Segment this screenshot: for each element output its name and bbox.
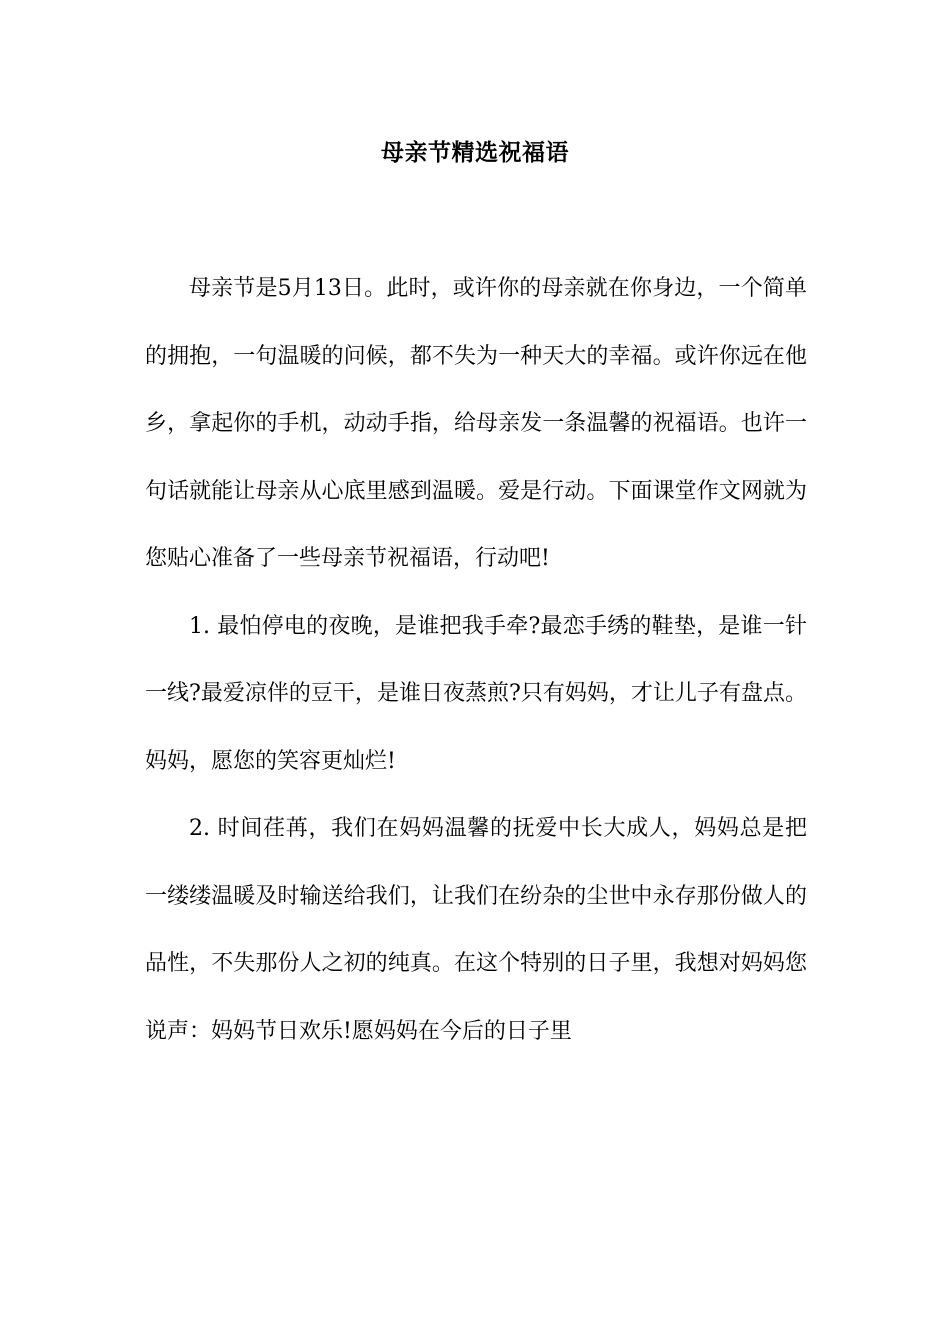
document-body [145, 255, 807, 1065]
paragraph-item-1: 1. 最怕停电的夜晚，是谁把我手牵?最恋手绣的鞋垫，是谁一针一线?最爱凉伴的豆干，是谁日夜蒸煎?只有妈妈，才让儿子有盘点。妈妈，愿您的笑容更灿烂! [145, 613, 807, 774]
paragraph-item-2: 2. 时间荏苒，我们在妈妈温馨的抚爱中长大成人，妈妈总是把一缕缕温暖及时输送给我们，让我们在纷杂的尘世中永存那份做人的品性，不失那份人之初的纯真。在这个特别的日子里，我想对妈妈您说声：妈妈节日欢乐!愿妈妈在今后的日子里 [145, 816, 807, 1044]
document-title: 母亲节精选祝福语 [381, 139, 569, 166]
paragraph-intro: 母亲节是5月13日。此时，或许你的母亲就在你身边，一个简单的拥抱，一句温暖的问候，都不失为一种天大的幸福。或许你远在他乡，拿起你的手机，动动手指，给母亲发一条温馨的祝福语。也许一句话就能让母亲从心底里感到温暖。爱是行动。下面课堂作文网就为您贴心准备了一些母亲节祝福语，行动吧! [145, 276, 807, 571]
